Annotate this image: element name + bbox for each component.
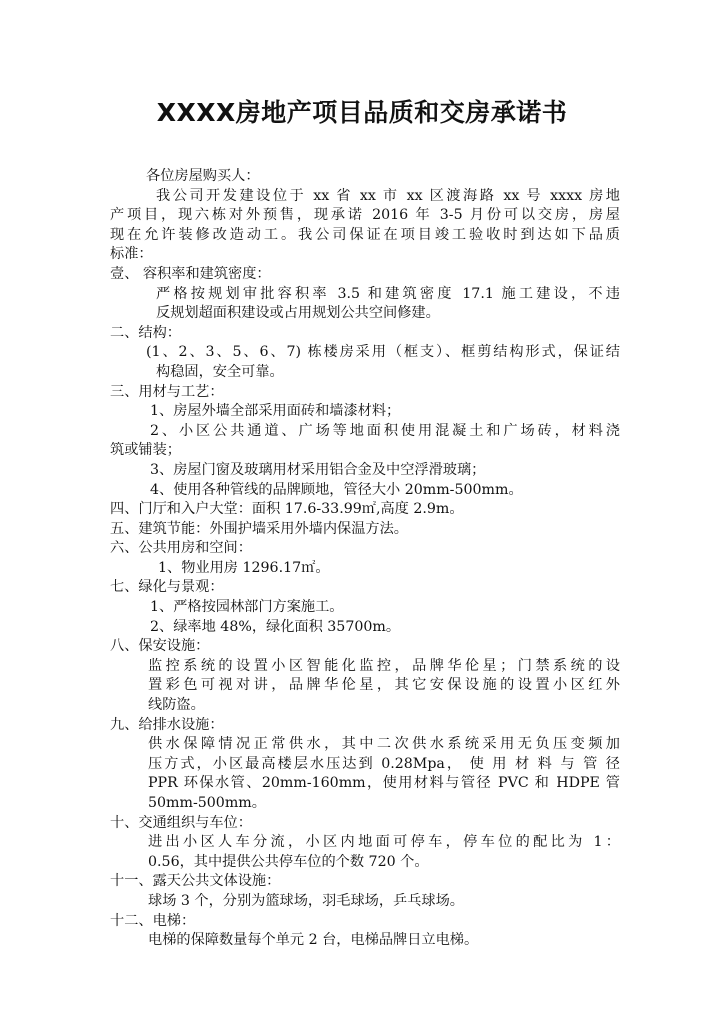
intro-line-2: 产项目，现六栋对外预售，现承诺 2016 年 3-5 月份可以交房，房屋 <box>110 207 620 224</box>
section-1-line-2: 反规划超面积建设或占用规划公共空间修建。 <box>156 305 440 322</box>
section-3-line-5: 4、使用各种管线的品牌顾地，管径大小 20mm-500mm。 <box>150 481 523 498</box>
section-9-heading: 九、给排水设施： <box>110 716 224 733</box>
section-7-line-2: 2、绿率地 48%，绿化面积 35700m。 <box>150 618 401 635</box>
section-10-line-2: 0.56，其中提供公共停车位的个数 720 个。 <box>148 853 429 870</box>
intro-line-3: 现在允许装修改造动工。我公司保证在项目竣工验收时到达如下品质 <box>110 226 620 243</box>
section-8-line-3: 线防盗。 <box>148 697 205 714</box>
section-11-line-1: 球场 3 个，分别为篮球场，羽毛球场，乒乓球场。 <box>148 892 464 909</box>
intro-line-4: 标准： <box>110 246 153 263</box>
section-3-line-4: 3、房屋门窗及玻璃用材采用铝合金及中空浮滑玻璃； <box>150 461 486 478</box>
section-3-line-1: 1、房屋外墙全部采用面砖和墙漆材料； <box>150 403 401 420</box>
section-3-line-3: 筑或铺装； <box>110 442 181 459</box>
greeting-line: 各位房屋购买人： <box>146 168 260 184</box>
section-9-line-4: 50mm-500mm。 <box>148 795 266 811</box>
section-1-line-1: 严格按规划审批容积率 3.5 和建筑密度 17.1 施工建设，不违 <box>156 285 620 302</box>
intro-line-1: 我公司开发建设位于 xx 省 xx 市 xx 区渡海路 xx 号 xxxx 房地 <box>156 187 620 204</box>
section-5-line: 五、建筑节能：外围护墙采用外墙内保温方法。 <box>110 520 408 537</box>
section-6-line-1: 1、物业用房 1296.17㎡。 <box>158 559 330 576</box>
section-7-heading: 七、绿化与景观： <box>110 579 224 596</box>
section-9-line-2: 压方式，小区最高楼层水压达到 0.28Mpa， 使 用 材 料 与 管 径 <box>148 755 620 772</box>
section-10-line-1: 进出小区人车分流，小区内地面可停车，停车位的配比为 1： <box>148 834 620 851</box>
document-title: XXXX房地产项目品质和交房承诺书 <box>156 98 568 127</box>
section-2-line-2: 构稳固，安全可靠。 <box>156 363 284 380</box>
section-11-heading: 十一、露天公共文体设施： <box>110 873 281 890</box>
section-7-line-1: 1、严格按园林部门方案施工。 <box>150 599 344 616</box>
section-12-heading: 十二、电梯： <box>110 912 196 929</box>
section-4-line: 四、门厅和入户大堂：面积 17.6-33.99㎡,高度 2.9m。 <box>110 501 464 518</box>
section-1-heading: 壹、 容积率和建筑密度： <box>110 265 271 282</box>
section-9-line-3: PPR 环保水管、20mm-160mm，使用材料与管径 PVC 和 HDPE 管 <box>148 775 620 792</box>
section-8-heading: 八、保安设施： <box>110 638 210 655</box>
section-9-line-1: 供水保障情况正常供水，其中二次供水系统采用无负压变频加 <box>148 736 620 753</box>
section-2-heading: 二、结构： <box>110 324 181 341</box>
section-12-line-1: 电梯的保障数量每个单元 2 台，电梯品牌日立电梯。 <box>148 932 479 949</box>
section-2-line-1: (1、2、3、5、6、7) 栋楼房采用（框支）、框剪结构形式，保证结 <box>146 344 620 361</box>
section-8-line-2: 置彩色可视对讲，品牌华伦星，其它安保设施的设置小区红外 <box>148 677 620 694</box>
section-6-heading: 六、公共用房和空间： <box>110 540 252 557</box>
section-10-heading: 十、交通组织与车位： <box>110 814 252 831</box>
document-body <box>110 167 620 951</box>
section-3-line-2: 2、小区公共通道、广场等地面积使用混凝土和广场砖，材料浇 <box>150 422 620 439</box>
section-3-heading: 三、用材与工艺： <box>110 383 224 400</box>
section-8-line-1: 监控系统的设置小区智能化监控，品牌华伦星；门禁系统的设 <box>148 657 620 674</box>
